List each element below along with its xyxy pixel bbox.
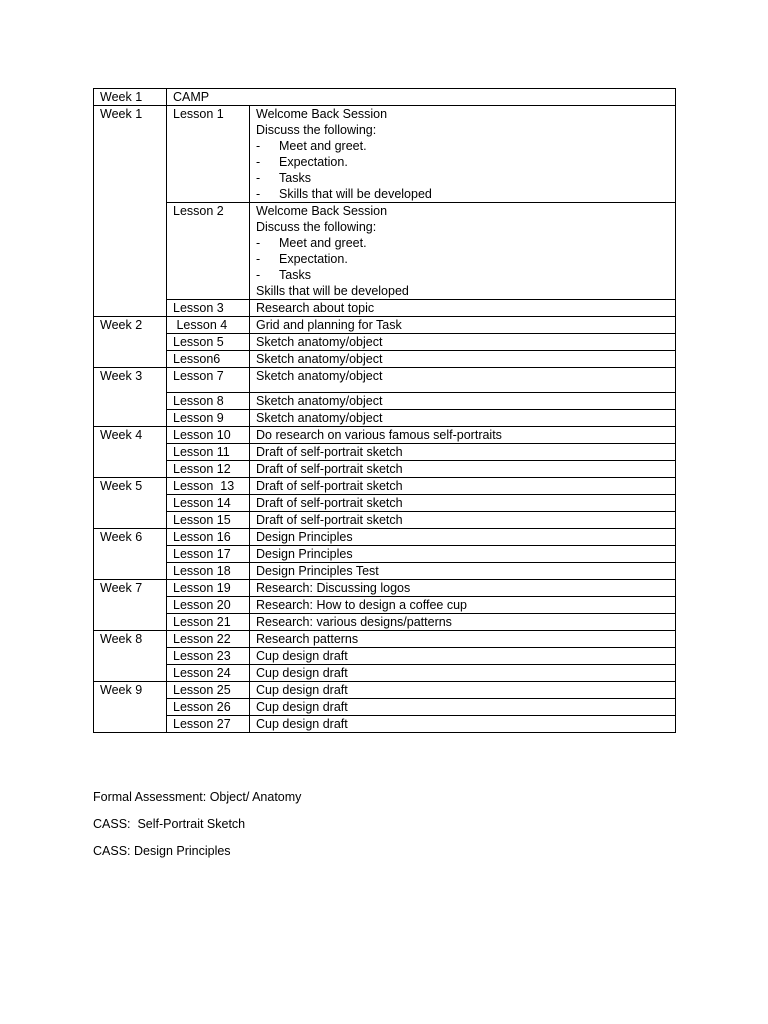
list-item <box>256 235 675 251</box>
week-cell: Week 6 <box>94 529 167 580</box>
table-row <box>94 614 676 631</box>
bullet-dash: - <box>256 252 261 266</box>
header-week-cell: Week 1 <box>94 89 167 106</box>
lesson-cell: Lesson 4 <box>167 317 250 334</box>
bullet-dash: - <box>256 236 261 250</box>
topic-cell <box>250 203 676 300</box>
lesson-cell: Lesson 14 <box>167 495 250 512</box>
discuss-intro: Discuss the following: <box>256 220 377 234</box>
table-row <box>94 529 676 546</box>
list-item <box>256 138 675 154</box>
topic-cell: Cup design draft <box>250 665 676 682</box>
table-row <box>94 317 676 334</box>
table-row <box>94 631 676 648</box>
lesson-cell: Lesson 8 <box>167 393 250 410</box>
table-row <box>94 682 676 699</box>
lesson-schedule-table <box>93 88 676 733</box>
bullet-dash: - <box>256 139 261 153</box>
bullet-text: Tasks <box>279 171 311 185</box>
topic-cell: Design Principles <box>250 529 676 546</box>
table-row <box>94 512 676 529</box>
lesson-cell: Lesson 21 <box>167 614 250 631</box>
table-row <box>94 648 676 665</box>
table-row <box>94 410 676 427</box>
lesson-cell: Lesson 13 <box>167 478 250 495</box>
bullet-dash: - <box>256 155 261 169</box>
lesson-cell: Lesson 19 <box>167 580 250 597</box>
bullet-dash: - <box>256 187 261 201</box>
cass-sketch-line: CASS: Self-Portrait Sketch <box>93 817 246 831</box>
topic-cell: Sketch anatomy/object <box>250 351 676 368</box>
topic-cell: Draft of self-portrait sketch <box>250 478 676 495</box>
lesson-cell: Lesson 17 <box>167 546 250 563</box>
week-cell: Week 5 <box>94 478 167 529</box>
week-cell: Week 3 <box>94 368 167 427</box>
table-row <box>94 665 676 682</box>
topic-cell: Do research on various famous self-portraits <box>250 427 676 444</box>
table-row <box>94 334 676 351</box>
lesson-cell: Lesson 7 <box>167 368 250 393</box>
topic-cell: Design Principles <box>250 546 676 563</box>
lesson-cell: Lesson 16 <box>167 529 250 546</box>
topic-cell: Draft of self-portrait sketch <box>250 461 676 478</box>
lesson-cell: Lesson 5 <box>167 334 250 351</box>
list-item <box>256 170 675 186</box>
list-item <box>256 186 675 202</box>
topic-cell: Grid and planning for Task <box>250 317 676 334</box>
topic-cell: Sketch anatomy/object <box>250 368 676 393</box>
topic-cell: Draft of self-portrait sketch <box>250 495 676 512</box>
bullet-text: Meet and greet. <box>279 236 367 250</box>
topic-cell: Cup design draft <box>250 648 676 665</box>
list-item <box>256 154 675 170</box>
table-header-row <box>94 89 676 106</box>
lesson-cell: Lesson 12 <box>167 461 250 478</box>
discuss-intro: Discuss the following: <box>256 123 377 137</box>
lesson-cell: Lesson 20 <box>167 597 250 614</box>
topic-cell: Research: Discussing logos <box>250 580 676 597</box>
topic-cell: Draft of self-portrait sketch <box>250 444 676 461</box>
lesson-cell: Lesson 2 <box>167 203 250 300</box>
topic-cell: Research about topic <box>250 300 676 317</box>
table-row <box>94 563 676 580</box>
table-row <box>94 495 676 512</box>
lesson-cell: Lesson 22 <box>167 631 250 648</box>
formal-assessment-line: Formal Assessment: Object/ Anatomy <box>93 790 302 804</box>
topic-cell: Cup design draft <box>250 699 676 716</box>
bullet-text: Tasks <box>279 268 311 282</box>
table-row <box>94 597 676 614</box>
topic-cell: Research: various designs/patterns <box>250 614 676 631</box>
bullet-text: Skills that will be developed <box>279 187 432 201</box>
bullet-dash: - <box>256 268 261 282</box>
week-cell: Week 2 <box>94 317 167 368</box>
lesson-cell: Lesson 3 <box>167 300 250 317</box>
lesson-cell: Lesson 26 <box>167 699 250 716</box>
lesson-cell: Lesson 9 <box>167 410 250 427</box>
topic-cell: Research: How to design a coffee cup <box>250 597 676 614</box>
table-row <box>94 106 676 203</box>
lesson-cell: Lesson 10 <box>167 427 250 444</box>
table-row <box>94 699 676 716</box>
table-row <box>94 478 676 495</box>
lesson-cell: Lesson6 <box>167 351 250 368</box>
session-title: Welcome Back Session <box>256 107 388 121</box>
lesson-cell: Lesson 18 <box>167 563 250 580</box>
table-row <box>94 546 676 563</box>
lesson-cell: Lesson 23 <box>167 648 250 665</box>
week-cell: Week 7 <box>94 580 167 631</box>
topic-cell: Cup design draft <box>250 716 676 733</box>
list-item <box>256 267 675 283</box>
table-row <box>94 461 676 478</box>
table-row <box>94 444 676 461</box>
topic-cell: Cup design draft <box>250 682 676 699</box>
topic-cell: Sketch anatomy/object <box>250 410 676 427</box>
table-row <box>94 427 676 444</box>
week-cell: Week 4 <box>94 427 167 478</box>
session-title: Welcome Back Session <box>256 204 388 218</box>
table-row <box>94 716 676 733</box>
topic-cell: Draft of self-portrait sketch <box>250 512 676 529</box>
lesson-cell: Lesson 11 <box>167 444 250 461</box>
lesson-cell: Lesson 27 <box>167 716 250 733</box>
assessment-notes <box>93 789 301 870</box>
topic-cell: Sketch anatomy/object <box>250 334 676 351</box>
lesson-cell: Lesson 1 <box>167 106 250 203</box>
table-row <box>94 368 676 393</box>
lesson-cell: Lesson 24 <box>167 665 250 682</box>
week-cell: Week 8 <box>94 631 167 682</box>
cass-design-line: CASS: Design Principles <box>93 844 231 858</box>
bullet-text: Expectation. <box>279 252 348 266</box>
week-cell: Week 1 <box>94 106 167 317</box>
table-row <box>94 203 676 300</box>
closing-line: Skills that will be developed <box>256 284 409 298</box>
topic-cell: Sketch anatomy/object <box>250 393 676 410</box>
lesson-cell: Lesson 15 <box>167 512 250 529</box>
week-cell: Week 9 <box>94 682 167 733</box>
bullet-text: Expectation. <box>279 155 348 169</box>
topic-cell: Research patterns <box>250 631 676 648</box>
table-row <box>94 580 676 597</box>
table-row <box>94 300 676 317</box>
table-row <box>94 351 676 368</box>
table-row <box>94 393 676 410</box>
bullet-dash: - <box>256 171 261 185</box>
list-item <box>256 251 675 267</box>
topic-cell <box>250 106 676 203</box>
header-camp-cell: CAMP <box>167 89 676 106</box>
topic-cell: Design Principles Test <box>250 563 676 580</box>
bullet-text: Meet and greet. <box>279 139 367 153</box>
lesson-cell: Lesson 25 <box>167 682 250 699</box>
